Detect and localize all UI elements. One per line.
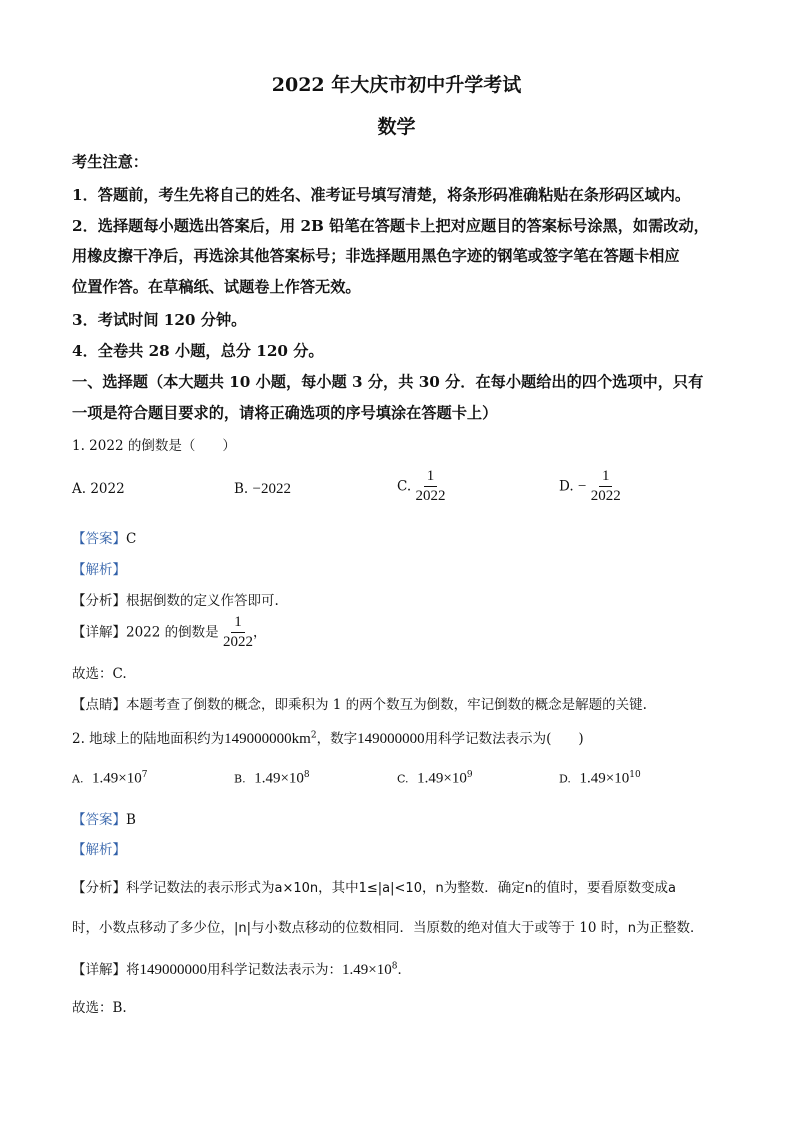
fenxi2-math-1: |n| (234, 921, 251, 936)
q1-option-c-label: C. (397, 478, 412, 495)
fraction-numerator: 1 (231, 614, 245, 633)
q2-stem (72, 727, 584, 748)
section-heading-cont: 一项是符合题目要求的，请将正确选项的序号填涂在答题卡上） (72, 404, 498, 422)
option-base: 1.49×10 (92, 770, 142, 787)
fenxi-text-e: 的值时，要看原数变成 (532, 880, 668, 896)
section-heading: 一、选择题（本大题共 10 小题，每小题 3 分，共 30 分．在每小题给出的四个选项中，只有 (72, 373, 704, 391)
q2-fenxi-cont (72, 916, 704, 936)
q2-stem-math1: 149000000km (224, 731, 311, 747)
q1-analysis-tag: 【解析】 (72, 562, 126, 578)
detail-text: 2022 的倒数是 (126, 624, 219, 641)
q1-option-d-label: D. (559, 478, 574, 495)
fenxi2-text-a: 时，小数点移动了多少位， (72, 920, 234, 936)
q2-option-d (559, 770, 641, 788)
q2-stem-pre: 2. 地球上的陆地面积约为 (72, 731, 225, 747)
fenxi-math-3: n (435, 881, 444, 896)
option-base: 1.49×10 (579, 770, 630, 787)
detail-tag: 【详解】 (72, 624, 126, 641)
option-base: 1.49×10 (254, 770, 304, 787)
option-exp: 10 (629, 770, 641, 780)
q1-option-d-fraction (591, 468, 621, 506)
q1-option-a: A. 2022 (72, 481, 125, 497)
fenxi-tag: 【分析】 (72, 593, 126, 609)
fenxi2-math-2: n (627, 921, 637, 936)
comment-text: 本题考查了倒数的概念，即乘积为 1 的两个数互为倒数，牢记倒数的概念是解题的关键. (126, 697, 647, 713)
q1-option-c-fraction (415, 468, 445, 506)
fenxi-text-d: 为整数．确定 (443, 880, 525, 896)
q2-option-b (234, 770, 310, 788)
fenxi-math-4: n (524, 881, 533, 896)
q1-comment (72, 693, 647, 713)
q2-fenxi (72, 876, 676, 896)
answer-value: B (126, 812, 136, 828)
fenxi-tag: 【分析】 (72, 880, 126, 896)
fraction-denominator: 2022 (222, 634, 253, 651)
answer-tag: 【答案】 (72, 812, 126, 828)
fenxi-text-b: ，其中 (318, 880, 359, 896)
notice-heading: 考生注意： (72, 153, 148, 171)
fenxi2-text-b: 与小数点移动的位数相同．当原数的绝对值大于或等于 10 时， (251, 920, 628, 936)
q1-option-d-sign: − (577, 478, 587, 495)
q2-option-a (72, 770, 148, 788)
detail-mid: 用科学记数法表示为： (207, 962, 342, 978)
option-base: 1.49×10 (417, 770, 467, 787)
q1-fenxi (72, 589, 279, 609)
detail-exp: 8 (391, 961, 398, 972)
notice-item-2-cont2: 位置作答。在草稿纸、试题卷上作答无效。 (72, 278, 361, 296)
fenxi-text: 根据倒数的定义作答即可. (126, 593, 279, 609)
fenxi-math-5: a (667, 881, 676, 896)
q2-detail (72, 958, 411, 979)
fraction-denominator: 2022 (415, 488, 446, 505)
q1-option-b-value: −2022 (252, 481, 291, 497)
fenxi-math-1: a×10n (274, 881, 319, 896)
q1-option-c (397, 468, 445, 506)
detail-pre: 将 (126, 962, 140, 978)
fraction-denominator: 2022 (590, 488, 621, 505)
q2-stem-sup: 2 (310, 730, 317, 741)
detail-base: 1.49×10 (342, 962, 392, 978)
q1-detail (72, 614, 266, 652)
q1-option-b (234, 481, 291, 498)
detail-post: ． (397, 962, 411, 978)
option-exp: 7 (141, 770, 148, 780)
detail-tag: 【详解】 (72, 962, 126, 978)
q1-stem: 1. 2022 的倒数是（ ） (72, 438, 236, 454)
answer-value: C (126, 531, 137, 547)
option-label: D. (559, 772, 571, 786)
q2-stem-post: 用科学记数法表示为( ) (424, 731, 584, 747)
notice-item-3: 3．考试时间 120 分钟。 (72, 311, 247, 329)
q1-detail-fraction (223, 614, 253, 652)
detail-post: ， (252, 624, 267, 641)
exam-title: 2022 年大庆市初中升学考试 (271, 74, 522, 96)
q1-choose: 故选：C. (72, 666, 127, 682)
notice-item-2-cont: 用橡皮擦干净后，再选涂其他答案标号；非选择题用黑色字迹的钢笔或签字笔在答题卡相应 (72, 247, 680, 265)
detail-math: 149000000 (139, 962, 207, 978)
answer-tag: 【答案】 (72, 531, 126, 547)
fenxi-text-a: 科学记数法的表示形式为 (126, 880, 275, 896)
option-label: A. (72, 772, 84, 786)
option-label: C. (397, 772, 409, 786)
q1-option-b-label: B. (234, 481, 249, 497)
q1-option-d (559, 468, 621, 506)
q2-answer (72, 808, 136, 828)
notice-item-1: 1．答题前，考生先将自己的姓名、准考证号填写清楚，将条形码准确粘贴在条形码区域内。 (72, 186, 691, 204)
notice-item-2: 2．选择题每小题选出答案后，用 2B 铅笔在答题卡上把对应题目的答案标号涂黑，如需改动， (72, 217, 709, 235)
q2-choose: 故选：B. (72, 1000, 127, 1016)
q2-stem-math2: 149000000 (357, 731, 425, 747)
fenxi-text-c: ， (421, 880, 436, 896)
q2-analysis-tag: 【解析】 (72, 842, 126, 858)
option-exp: 8 (303, 770, 310, 780)
fenxi2-text-c: 为正整数． (636, 920, 704, 936)
q2-option-c (397, 770, 473, 788)
notice-item-4: 4．全卷共 28 小题，总分 120 分。 (72, 342, 324, 360)
option-label: B. (234, 772, 246, 786)
subject-title: 数学 (377, 116, 416, 138)
option-exp: 9 (466, 770, 473, 780)
q2-stem-mid: ，数字 (316, 731, 358, 747)
comment-tag: 【点睛】 (72, 697, 126, 713)
fenxi-math-2: 1≤|a|<10 (358, 881, 422, 896)
q1-answer (72, 527, 136, 547)
fraction-numerator: 1 (599, 468, 613, 487)
fraction-numerator: 1 (424, 468, 438, 487)
